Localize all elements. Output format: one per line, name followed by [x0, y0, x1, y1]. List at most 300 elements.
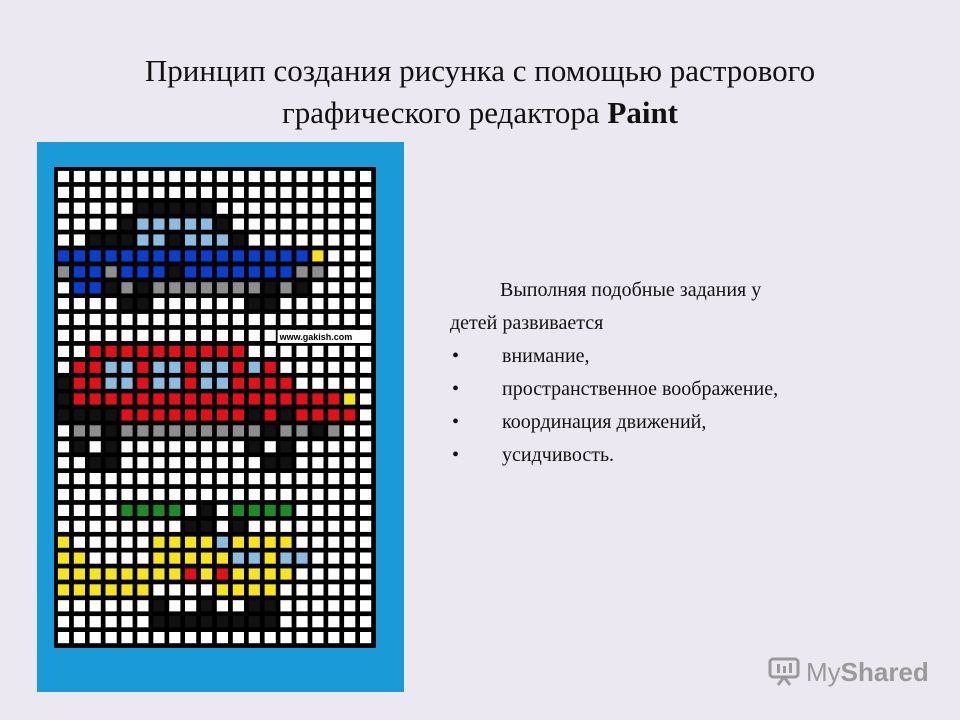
grid-cell-colored	[201, 346, 212, 357]
grid-cell	[185, 505, 196, 516]
grid-cell-colored	[153, 203, 164, 214]
grid-cell	[90, 171, 101, 182]
grid-cell-colored	[233, 282, 244, 293]
grid-cell	[58, 473, 69, 484]
grid-cell-colored	[328, 393, 339, 404]
grid-cell	[360, 505, 371, 516]
grid-cell-colored	[233, 266, 244, 277]
grid-cell	[90, 441, 101, 452]
grid-cell-colored	[90, 457, 101, 468]
grid-cell-colored	[296, 393, 307, 404]
grid-cell	[249, 457, 260, 468]
grid-cell	[280, 219, 291, 230]
grid-cell	[360, 632, 371, 643]
grid-cell-colored	[58, 393, 69, 404]
grid-cell-colored	[201, 521, 212, 532]
grid-cell	[74, 330, 85, 341]
grid-cell-colored	[201, 616, 212, 627]
grid-cell-colored	[153, 346, 164, 357]
grid-cell	[121, 553, 132, 564]
grid-cell	[169, 489, 180, 500]
grid-cell	[137, 553, 148, 564]
grid-cell-colored	[296, 282, 307, 293]
grid-cell-colored	[265, 568, 276, 579]
grid-cell-colored	[137, 568, 148, 579]
grid-cell-colored	[153, 616, 164, 627]
grid-cell	[233, 632, 244, 643]
grid-cell	[344, 203, 355, 214]
grid-cell	[74, 314, 85, 325]
grid-cell-colored	[121, 298, 132, 309]
grid-cell-colored	[249, 362, 260, 373]
grid-cell	[90, 314, 101, 325]
grid-cell	[217, 441, 228, 452]
grid-cell	[265, 521, 276, 532]
grid-cell-colored	[106, 393, 117, 404]
grid-cell-colored	[106, 362, 117, 373]
grid-cell	[137, 521, 148, 532]
grid-cell	[137, 441, 148, 452]
grid-cell	[169, 298, 180, 309]
grid-cell	[328, 219, 339, 230]
grid-cell-colored	[153, 600, 164, 611]
grid-cell	[217, 505, 228, 516]
grid-cell-colored	[201, 250, 212, 261]
grid-cell	[360, 362, 371, 373]
grid-cell	[280, 600, 291, 611]
grid-cell-colored	[265, 393, 276, 404]
grid-cell	[233, 457, 244, 468]
grid-cell-colored	[185, 250, 196, 261]
grid-cell	[312, 362, 323, 373]
grid-cell	[328, 584, 339, 595]
grid-cell	[106, 489, 117, 500]
grid-cell	[344, 314, 355, 325]
grid-cell	[249, 171, 260, 182]
grid-cell-colored	[90, 378, 101, 389]
grid-cell-colored	[90, 568, 101, 579]
grid-cell	[344, 282, 355, 293]
grid-cell-colored	[153, 505, 164, 516]
grid-cell	[74, 457, 85, 468]
grid-cell-colored	[312, 266, 323, 277]
grid-cell	[201, 187, 212, 198]
grid-cell	[58, 441, 69, 452]
grid-cell-colored	[280, 282, 291, 293]
grid-cell	[328, 187, 339, 198]
grid-cell	[58, 521, 69, 532]
grid-cell	[185, 187, 196, 198]
grid-cell	[58, 171, 69, 182]
grid-cell	[328, 378, 339, 389]
grid-cell	[360, 266, 371, 277]
grid-cell	[249, 203, 260, 214]
grid-cell	[169, 600, 180, 611]
grid-cell-colored	[106, 425, 117, 436]
grid-cell	[280, 489, 291, 500]
pixel-grid	[37, 142, 404, 692]
grid-cell	[296, 457, 307, 468]
grid-cell-colored	[137, 584, 148, 595]
grid-cell	[360, 473, 371, 484]
grid-cell-colored	[217, 362, 228, 373]
grid-cell	[153, 632, 164, 643]
grid-cell	[58, 314, 69, 325]
grid-cell	[106, 537, 117, 548]
grid-cell	[360, 346, 371, 357]
grid-cell	[58, 457, 69, 468]
grid-cell-colored	[58, 584, 69, 595]
grid-cell	[360, 234, 371, 245]
grid-cell	[296, 568, 307, 579]
grid-cell-colored	[185, 282, 196, 293]
grid-cell-colored	[217, 584, 228, 595]
grid-cell	[344, 553, 355, 564]
grid-cell-colored	[90, 234, 101, 245]
grid-cell	[185, 330, 196, 341]
grid-cell-colored	[169, 250, 180, 261]
grid-cell	[344, 489, 355, 500]
grid-cell	[137, 330, 148, 341]
grid-cell	[201, 473, 212, 484]
grid-cell-colored	[201, 505, 212, 516]
grid-cell	[58, 282, 69, 293]
grid-cell	[58, 362, 69, 373]
grid-cell	[185, 457, 196, 468]
grid-cell-colored	[265, 425, 276, 436]
title-line-1: Принцип создания рисунка с помощью растрового	[144, 53, 816, 88]
grid-cell	[217, 298, 228, 309]
grid-cell	[153, 441, 164, 452]
grid-cell	[121, 441, 132, 452]
grid-cell-colored	[185, 553, 196, 564]
grid-cell	[121, 632, 132, 643]
grid-cell	[58, 616, 69, 627]
grid-cell	[344, 521, 355, 532]
grid-cell	[344, 505, 355, 516]
grid-cell	[58, 425, 69, 436]
grid-cell-colored	[106, 441, 117, 452]
grid-cell	[185, 298, 196, 309]
grid-cell	[296, 584, 307, 595]
grid-cell-colored	[74, 553, 85, 564]
grid-cell-colored	[233, 584, 244, 595]
grid-cell	[74, 489, 85, 500]
grid-cell-colored	[137, 425, 148, 436]
grid-cell	[90, 330, 101, 341]
grid-cell	[217, 473, 228, 484]
grid-cell	[328, 346, 339, 357]
grid-cell	[233, 441, 244, 452]
grid-cell	[360, 584, 371, 595]
grid-cell	[328, 632, 339, 643]
grid-cell	[344, 362, 355, 373]
grid-cell	[106, 600, 117, 611]
logo-text-light: My	[806, 656, 841, 687]
grid-cell	[169, 473, 180, 484]
grid-cell	[296, 473, 307, 484]
grid-cell	[217, 632, 228, 643]
grid-cell-colored	[217, 568, 228, 579]
grid-cell	[106, 171, 117, 182]
grid-cell-colored	[217, 616, 228, 627]
grid-cell	[74, 505, 85, 516]
grid-cell	[328, 600, 339, 611]
title-line-2-text: графического редактора	[281, 95, 608, 130]
grid-cell-colored	[344, 393, 355, 404]
grid-cell	[280, 362, 291, 373]
grid-cell-colored	[280, 393, 291, 404]
grid-cell-colored	[153, 219, 164, 230]
grid-cell	[58, 234, 69, 245]
grid-cell	[74, 600, 85, 611]
grid-cell	[106, 330, 117, 341]
grid-cell	[312, 282, 323, 293]
grid-cell-colored	[121, 234, 132, 245]
grid-cell	[169, 330, 180, 341]
grid-cell-colored	[153, 553, 164, 564]
grid-cell-colored	[137, 266, 148, 277]
grid-cell	[121, 473, 132, 484]
grid-cell	[360, 314, 371, 325]
grid-cell	[233, 330, 244, 341]
grid-cell-colored	[265, 584, 276, 595]
grid-cell-colored	[249, 409, 260, 420]
grid-cell	[360, 489, 371, 500]
grid-cell	[312, 187, 323, 198]
grid-cell	[265, 187, 276, 198]
grid-cell-colored	[217, 266, 228, 277]
grid-cell	[296, 378, 307, 389]
grid-cell-colored	[169, 553, 180, 564]
grid-cell-colored	[169, 282, 180, 293]
pixel-art-image	[37, 142, 404, 692]
grid-cell	[201, 489, 212, 500]
grid-cell	[169, 584, 180, 595]
grid-cell	[360, 616, 371, 627]
grid-cell	[58, 632, 69, 643]
grid-cell	[344, 537, 355, 548]
grid-cell	[249, 489, 260, 500]
grid-cell-colored	[137, 250, 148, 261]
grid-cell-colored	[169, 537, 180, 548]
bullet-text: внимание,	[502, 345, 590, 367]
grid-cell-colored	[249, 616, 260, 627]
grid-cell	[328, 266, 339, 277]
grid-cell	[360, 457, 371, 468]
grid-cell	[280, 234, 291, 245]
grid-cell	[106, 298, 117, 309]
grid-cell	[360, 393, 371, 404]
grid-cell	[265, 346, 276, 357]
grid-cell	[217, 187, 228, 198]
grid-cell-colored	[121, 219, 132, 230]
grid-cell-colored	[169, 425, 180, 436]
grid-cell	[121, 314, 132, 325]
grid-cell-colored	[265, 537, 276, 548]
grid-cell	[280, 473, 291, 484]
grid-cell	[312, 234, 323, 245]
grid-cell	[344, 219, 355, 230]
grid-cell	[233, 600, 244, 611]
grid-cell	[312, 521, 323, 532]
grid-cell	[360, 409, 371, 420]
grid-cell	[360, 298, 371, 309]
grid-cell-colored	[106, 378, 117, 389]
grid-cell	[169, 632, 180, 643]
grid-cell	[137, 489, 148, 500]
grid-cell-colored	[74, 266, 85, 277]
grid-cell-colored	[185, 362, 196, 373]
grid-cell-colored	[137, 409, 148, 420]
grid-cell-colored	[265, 600, 276, 611]
grid-cell	[169, 314, 180, 325]
grid-cell	[360, 250, 371, 261]
grid-cell	[106, 473, 117, 484]
grid-cell-colored	[90, 266, 101, 277]
grid-cell	[344, 457, 355, 468]
grid-cell-colored	[137, 298, 148, 309]
grid-cell	[106, 314, 117, 325]
grid-cell-colored	[74, 409, 85, 420]
grid-cell-colored	[249, 584, 260, 595]
grid-cell-colored	[280, 409, 291, 420]
grid-cell	[344, 441, 355, 452]
grid-cell	[296, 219, 307, 230]
grid-cell-colored	[58, 553, 69, 564]
grid-cell-colored	[121, 568, 132, 579]
grid-cell-colored	[249, 568, 260, 579]
grid-cell	[296, 489, 307, 500]
grid-cell	[328, 568, 339, 579]
grid-cell	[185, 441, 196, 452]
grid-cell-colored	[121, 362, 132, 373]
grid-cell-colored	[312, 393, 323, 404]
grid-cell	[217, 330, 228, 341]
grid-cell	[74, 187, 85, 198]
grid-cell	[328, 473, 339, 484]
grid-cell-colored	[201, 234, 212, 245]
grid-cell-colored	[217, 234, 228, 245]
grid-cell	[201, 584, 212, 595]
grid-cell-colored	[90, 393, 101, 404]
grid-cell-colored	[137, 362, 148, 373]
grid-cell	[328, 250, 339, 261]
grid-cell-colored	[249, 425, 260, 436]
grid-cell	[312, 378, 323, 389]
grid-cell	[280, 346, 291, 357]
grid-cell	[58, 346, 69, 357]
grid-cell-colored	[201, 600, 212, 611]
grid-cell	[58, 187, 69, 198]
grid-cell-colored	[217, 409, 228, 420]
grid-cell-colored	[328, 425, 339, 436]
grid-cell-colored	[185, 378, 196, 389]
grid-cell-colored	[280, 553, 291, 564]
grid-cell-colored	[185, 537, 196, 548]
grid-cell-colored	[265, 378, 276, 389]
grid-cell-colored	[265, 505, 276, 516]
grid-cell	[137, 314, 148, 325]
grid-cell	[121, 457, 132, 468]
grid-cell	[360, 521, 371, 532]
grid-cell-colored	[169, 393, 180, 404]
grid-cell	[296, 521, 307, 532]
body-text	[450, 274, 930, 472]
intro-line-2: детей развивается	[450, 312, 604, 334]
grid-cell-colored	[296, 425, 307, 436]
grid-cell	[233, 187, 244, 198]
grid-cell	[360, 441, 371, 452]
grid-cell	[137, 457, 148, 468]
grid-cell-colored	[233, 505, 244, 516]
grid-cell-colored	[249, 298, 260, 309]
grid-cell	[201, 441, 212, 452]
grid-cell	[312, 537, 323, 548]
grid-cell-colored	[233, 568, 244, 579]
grid-cell-colored	[121, 409, 132, 420]
grid-cell	[344, 346, 355, 357]
grid-cell-colored	[169, 346, 180, 357]
grid-cell	[265, 171, 276, 182]
grid-cell	[280, 187, 291, 198]
grid-cell-colored	[201, 568, 212, 579]
grid-cell	[312, 584, 323, 595]
grid-cell-colored	[121, 378, 132, 389]
grid-cell-colored	[280, 505, 291, 516]
grid-cell-colored	[185, 219, 196, 230]
grid-cell-colored	[106, 409, 117, 420]
grid-cell-colored	[185, 393, 196, 404]
grid-cell	[280, 632, 291, 643]
grid-cell	[249, 314, 260, 325]
grid-cell-colored	[344, 409, 355, 420]
grid-cell	[201, 314, 212, 325]
grid-cell-colored	[121, 393, 132, 404]
grid-cell	[344, 425, 355, 436]
grid-cell	[360, 425, 371, 436]
grid-cell	[121, 171, 132, 182]
grid-cell-colored	[121, 505, 132, 516]
grid-cell	[296, 505, 307, 516]
grid-cell	[328, 521, 339, 532]
grid-cell-colored	[169, 409, 180, 420]
grid-cell	[312, 473, 323, 484]
grid-cell	[121, 489, 132, 500]
grid-cell	[265, 489, 276, 500]
grid-cell	[137, 473, 148, 484]
grid-cell-colored	[121, 282, 132, 293]
grid-cell-colored	[58, 568, 69, 579]
grid-cell	[217, 521, 228, 532]
grid-cell	[106, 553, 117, 564]
grid-cell	[90, 521, 101, 532]
grid-cell-colored	[265, 553, 276, 564]
grid-cell	[185, 314, 196, 325]
grid-cell-colored	[106, 266, 117, 277]
grid-cell	[265, 219, 276, 230]
grid-cell	[344, 600, 355, 611]
grid-cell	[328, 441, 339, 452]
grid-cell	[233, 314, 244, 325]
grid-cell-colored	[217, 346, 228, 357]
grid-cell	[74, 219, 85, 230]
grid-cell-colored	[153, 282, 164, 293]
grid-cell	[296, 298, 307, 309]
grid-cell-colored	[74, 282, 85, 293]
grid-cell-colored	[90, 584, 101, 595]
grid-cell	[137, 171, 148, 182]
